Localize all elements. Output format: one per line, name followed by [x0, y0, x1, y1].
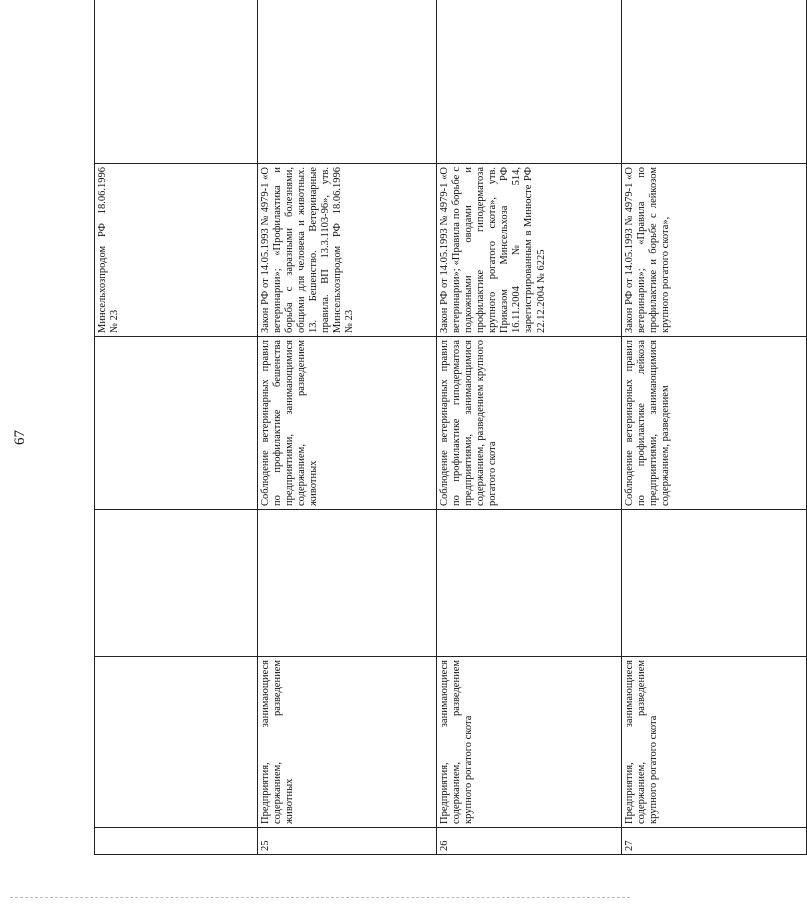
blank-cell	[258, 510, 437, 657]
requirement-cell: Соблюдение ветеринарных правил по профилактике бешенства предприятиями, занимающимися содержанием, разведением животных	[258, 337, 437, 510]
requirement-cell	[95, 337, 258, 510]
requirement-cell: Соблюдение ветеринарных правил по профилактике гиподерматоза предприятиями, занимающимися содержанием, разведением крупного рогатого скота	[437, 337, 622, 510]
law-cell: Закон РФ от 14.05.1993 № 4979-1 «О ветеринарии»; «Правила по профилактике и борьбе с лейкозом крупного рогатого скота»,	[622, 164, 807, 337]
table-row	[95, 0, 258, 855]
blank-cell	[622, 0, 807, 164]
entity-cell: Предприятия, занимающиеся содержанием, разведением животных	[258, 657, 437, 828]
row-number: 26	[437, 828, 622, 855]
law-cell: Закон РФ от 14.05.1993 № 4979-1 «О ветеринарии»; «Правила по борьбе с подкожными оводами и профилактике гиподерматоза крупного рогатого скота», утв. Приказом Минсельхоза РФ 16.11.2004 № 514, зарегистрированным в Минюсте РФ 22.12.2004 № 6225	[437, 164, 622, 337]
requirement-cell: Соблюдение ветеринарных правил по профилактике лейкоза предприятиями, занимающимися содержанием, разведением	[622, 337, 807, 510]
entity-cell	[95, 657, 258, 828]
blank-cell	[258, 0, 437, 164]
table-row	[622, 0, 807, 855]
page-number: 67	[12, 430, 28, 445]
blank-cell	[622, 510, 807, 657]
entity-cell: Предприятия, занимающиеся содержанием, разведением крупного рогатого скота	[437, 657, 622, 828]
row-number	[95, 828, 258, 855]
rotated-table-container	[94, 37, 672, 855]
row-number: 25	[258, 828, 437, 855]
rotated-table	[94, 37, 672, 855]
row-number: 27	[622, 828, 807, 855]
blank-cell	[95, 0, 258, 164]
blank-cell	[95, 510, 258, 657]
scan-edge-line	[10, 897, 630, 899]
table-row	[437, 0, 622, 855]
table-row	[258, 0, 437, 855]
blank-cell	[437, 0, 622, 164]
entity-cell: Предприятия, занимающиеся содержанием, разведением крупного рогатого скота	[622, 657, 807, 828]
law-cell: Закон РФ от 14.05.1993 № 4979-1 «О ветеринарии»; «Профилактика и борьба с заразными болезнями, общими для человека и животных. 13. Бешенство. Ветеринарные правила. ВП 13.3.1103-96», утв. Минсельхозпродом РФ 18.06.1996 № 23	[258, 164, 437, 337]
law-cell: Минсельхозпродом РФ 18.06.1996 № 23	[95, 164, 258, 337]
regulation-table	[94, 0, 807, 855]
blank-cell	[437, 510, 622, 657]
